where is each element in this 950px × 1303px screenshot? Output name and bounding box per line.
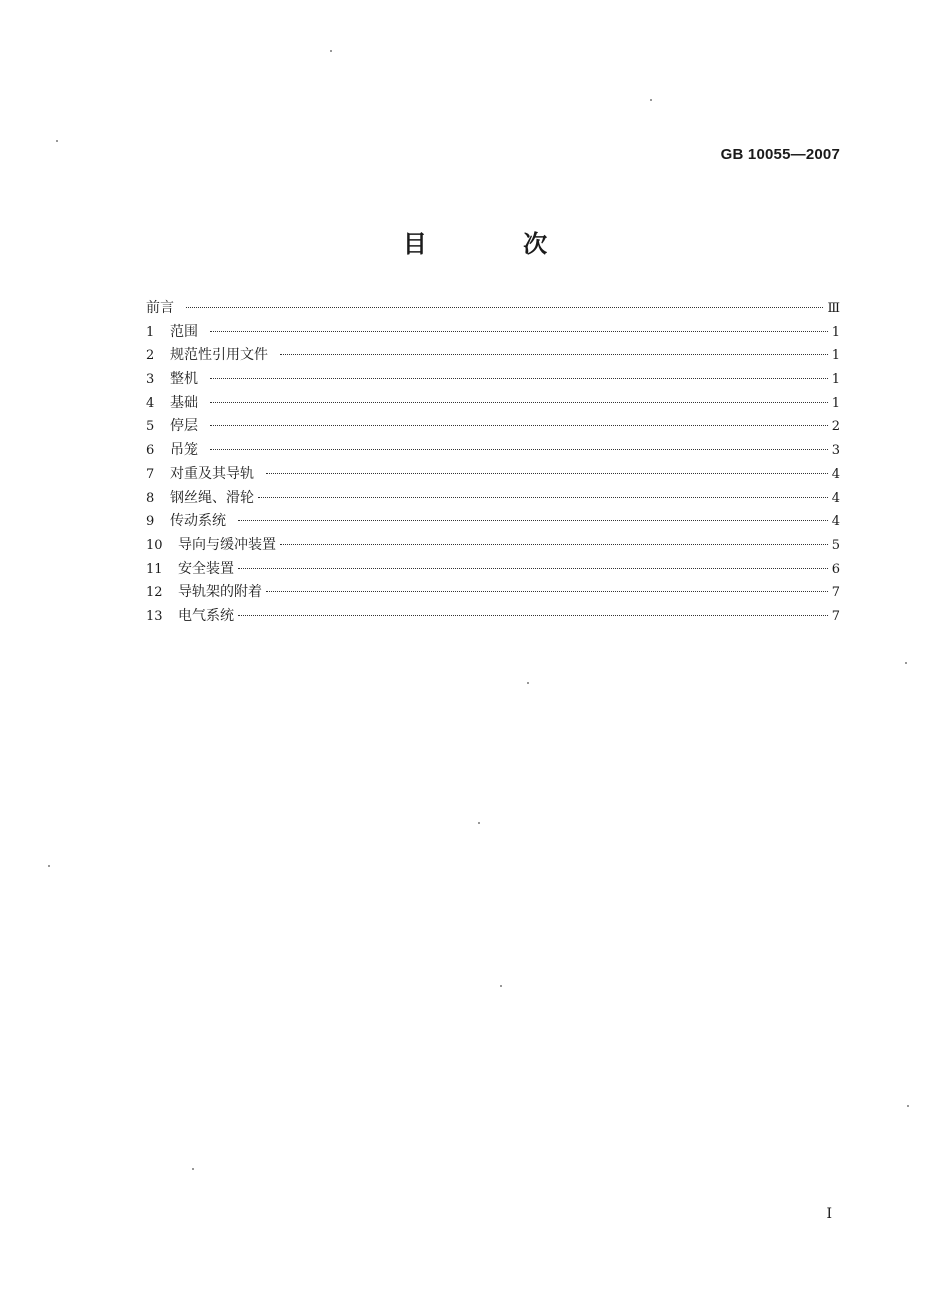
toc-entry-label: 前言 (146, 300, 174, 316)
toc-entry-page: 4 (831, 514, 840, 530)
toc-entry-label: 整机 (170, 371, 198, 388)
toc-dot-leader (238, 568, 828, 569)
toc-dot-leader (210, 449, 828, 450)
scan-speck (527, 682, 529, 684)
scan-speck (192, 1168, 194, 1170)
toc-entry-page: 7 (831, 608, 840, 624)
toc-dot-leader (266, 591, 828, 592)
toc-dot-leader (210, 378, 828, 379)
toc-dot-leader (238, 615, 828, 616)
toc-entry-page: 2 (831, 419, 840, 435)
toc-entry-label: 安全装置 (178, 560, 234, 577)
toc-entry-number: 2 (146, 348, 155, 364)
toc-entry-label: 钢丝绳、滑轮 (170, 489, 254, 506)
toc-entry-number: 6 (146, 443, 155, 459)
toc-entry-label: 导轨架的附着 (178, 584, 262, 601)
toc-entry-number: 10 (146, 537, 163, 553)
toc-entry[interactable] (146, 368, 840, 392)
scan-speck (48, 865, 50, 867)
toc-entry-number: 12 (146, 585, 163, 601)
toc-entry-label: 停层 (170, 418, 198, 435)
toc-entry[interactable] (146, 487, 840, 511)
toc-dot-leader (258, 497, 828, 498)
toc-entry-page: 7 (831, 585, 840, 601)
toc-entry[interactable] (146, 415, 840, 439)
toc-entry[interactable] (146, 392, 840, 416)
scan-speck (56, 140, 58, 142)
toc-entry-number: 1 (146, 324, 155, 340)
toc-entry[interactable] (146, 439, 840, 463)
toc-entry-number: 13 (146, 608, 163, 624)
toc-entry[interactable] (146, 344, 840, 368)
toc-entry-page: 4 (831, 490, 840, 506)
scan-speck (500, 985, 502, 987)
toc-entry-number: 7 (146, 466, 155, 482)
toc-entry[interactable] (146, 463, 840, 487)
toc-entry-page: 6 (831, 561, 840, 577)
standard-code: GB 10055—2007 (720, 146, 840, 163)
toc-entry-label: 基础 (170, 394, 198, 411)
toc-entry[interactable] (146, 510, 840, 534)
toc-entry-label: 电气系统 (178, 607, 234, 624)
scan-speck (330, 50, 332, 52)
toc-entry-page: 1 (831, 372, 840, 388)
toc-dot-leader (210, 425, 828, 426)
scan-speck (905, 662, 907, 664)
toc-entry-label: 对重及其导轨 (170, 465, 254, 482)
toc-entry-page: 1 (831, 395, 840, 411)
toc-entry-number: 4 (146, 395, 155, 411)
toc-entry-label: 导向与缓冲装置 (178, 536, 276, 553)
toc-entry-number: 5 (146, 419, 155, 435)
toc-entry-page: 1 (831, 348, 840, 364)
toc-entry-page: 3 (831, 443, 840, 459)
toc-entry-number: 11 (146, 561, 163, 577)
toc-entry-number: 3 (146, 372, 155, 388)
toc-dot-leader (280, 544, 828, 545)
scan-speck (907, 1105, 909, 1107)
toc-entry[interactable] (146, 297, 840, 321)
toc-entry-page: 1 (831, 324, 840, 340)
toc-entry-page: 4 (831, 466, 840, 482)
toc-title: 目 次 (402, 230, 592, 258)
toc-dot-leader (210, 402, 828, 403)
toc-entry-number: 8 (146, 490, 155, 506)
toc-entry-label: 范围 (170, 323, 198, 340)
toc-entry[interactable] (146, 534, 840, 558)
toc-entry-label: 吊笼 (170, 442, 198, 459)
toc-entry-label: 传动系统 (170, 513, 226, 530)
toc-dot-leader (280, 354, 828, 355)
toc-entry[interactable] (146, 581, 840, 605)
toc-dot-leader (210, 331, 828, 332)
toc-entry[interactable] (146, 605, 840, 629)
toc-entry-page: 5 (831, 537, 840, 553)
toc-entry-page: Ⅲ (827, 301, 840, 316)
toc-entry-label: 规范性引用文件 (170, 347, 268, 364)
toc-dot-leader (266, 473, 828, 474)
toc-entry[interactable] (146, 558, 840, 582)
toc-dot-leader (238, 520, 828, 521)
scan-speck (478, 822, 480, 824)
toc-dot-leader (186, 307, 823, 308)
scan-speck (650, 99, 652, 101)
toc-entry[interactable] (146, 321, 840, 345)
page-number: I (826, 1206, 832, 1222)
toc-entry-number: 9 (146, 514, 155, 530)
table-of-contents (146, 297, 840, 629)
